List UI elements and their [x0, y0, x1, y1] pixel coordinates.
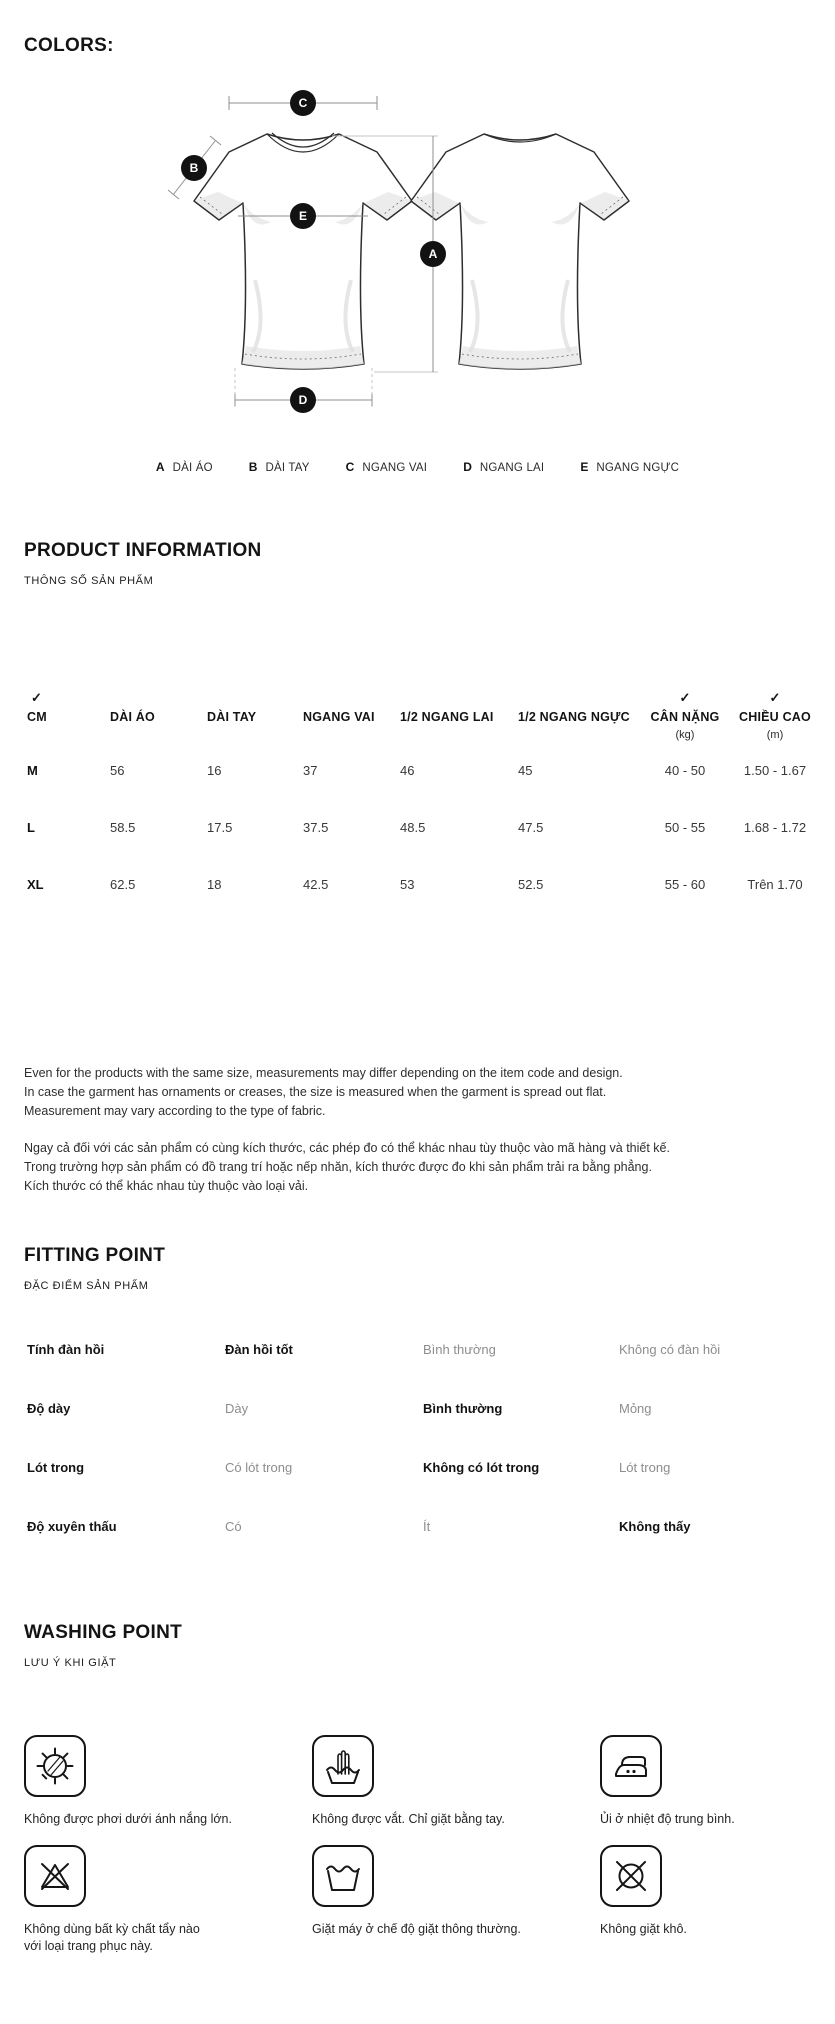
washing-caption: Không được vắt. Chỉ giặt bằng tay.	[312, 1812, 505, 1826]
hand-wash-icon	[312, 1735, 374, 1797]
legend-item	[249, 460, 310, 474]
legend-item	[156, 460, 213, 474]
legend-item	[580, 460, 679, 474]
washing-item	[600, 1735, 835, 1845]
legend-key: C	[345, 460, 355, 474]
column-header-cm: ✓ CM	[27, 690, 47, 724]
washing-caption: Ủi ở nhiệt độ trung bình.	[600, 1812, 735, 1826]
marker-a: A	[428, 247, 438, 261]
washing-caption: Không được phơi dưới ánh nắng lớn.	[24, 1812, 232, 1826]
colors-heading: COLORS:	[24, 35, 114, 56]
washing-item	[600, 1845, 835, 1955]
legend-label: NGANG NGỰC	[596, 462, 680, 474]
product-information-title: PRODUCT INFORMATION	[24, 540, 262, 561]
size-row-xl: XL 62.5 18 42.5 53 52.5 55 - 60 Trên 1.70	[27, 877, 803, 892]
legend-label: NGANG LAI	[479, 462, 545, 474]
washing-caption: Không dùng bất kỳ chất tẩy nào với loại trang phục này.	[24, 1922, 200, 1953]
legend-label: NGANG VAI	[362, 462, 428, 474]
size-guide-diagram	[0, 60, 835, 420]
washing-item	[312, 1735, 600, 1845]
legend-label: DÀI TAY	[265, 462, 310, 474]
product-information-subtitle: THÔNG SỐ SẢN PHẨM	[24, 575, 154, 587]
legend-key: E	[580, 460, 589, 474]
disclaimer-vi: Ngay cả đối với các sản phẩm có cùng kích thước, các phép đo có thể khác nhau tùy thuộc vào mã hàng và thiết kế. Trong trường hợp sản phẩm có đồ trang trí hoặc nếp nhăn, kích thước được đo khi sản phẩm trải ra bằng phẳng. Kích thước có thể khác nhau tùy thuộc vào loại vải.	[24, 1141, 670, 1193]
marker-b: B	[189, 161, 199, 175]
marker-c: C	[298, 96, 308, 110]
measurement-disclaimer	[24, 1064, 814, 1196]
legend-key: D	[463, 460, 472, 474]
check-icon: ✓	[31, 690, 42, 705]
legend-item	[346, 460, 428, 474]
column-header-weight: ✓ CÂN NẶNG (kg)	[650, 690, 720, 741]
machine-wash-icon	[312, 1845, 374, 1907]
size-row-l: L 58.5 17.5 37.5 48.5 47.5 50 - 55 1.68 - 1.72	[27, 820, 807, 835]
column-header-height: ✓ CHIỀU CAO (m)	[739, 690, 811, 741]
washing-item	[312, 1845, 600, 1955]
measure-hem-width	[235, 368, 372, 413]
check-icon: ✓	[679, 690, 691, 705]
legend-label: DÀI ÁO	[172, 462, 213, 474]
disclaimer-en: Even for the products with the same size, measurements may differ depending on the item code and design. In case the garment has ornaments or creases, the size is measured when the garment is spread out flat. Measurement may vary according to the type of fabric.	[24, 1066, 623, 1118]
washing-caption: Không giặt khô.	[600, 1922, 687, 1936]
washing-item	[24, 1735, 312, 1845]
size-row-m: M 56 16 37 46 45 40 - 50 1.50 - 1.67	[27, 763, 807, 778]
iron-medium-icon	[600, 1735, 662, 1797]
fitting-row-transparency: Độ xuyên thấu Có Ít Không thấy	[27, 1519, 691, 1534]
legend-item	[463, 460, 544, 474]
no-dry-clean-icon	[600, 1845, 662, 1907]
measure-shoulder-width	[229, 90, 377, 116]
column-header: 1/2 NGANG NGỰC	[518, 710, 630, 724]
column-header: DÀI ÁO	[110, 710, 155, 724]
check-icon: ✓	[769, 690, 781, 705]
washing-item	[24, 1845, 312, 1955]
legend-key: B	[248, 460, 258, 474]
no-sun-icon	[24, 1735, 86, 1797]
fitting-row-elasticity: Tính đàn hồi Đàn hồi tốt Bình thường Không có đàn hồi	[27, 1342, 721, 1357]
size-table	[27, 690, 820, 913]
fitting-point-title: FITTING POINT	[24, 1245, 166, 1266]
washing-caption: Giặt máy ở chế độ giặt thông thường.	[312, 1922, 521, 1936]
legend-key: A	[155, 460, 165, 474]
washing-point-title: WASHING POINT	[24, 1622, 183, 1643]
column-header: NGANG VAI	[303, 710, 375, 724]
marker-e: E	[298, 209, 308, 223]
fitting-point-subtitle: ĐẶC ĐIỂM SẢN PHẨM	[24, 1280, 149, 1292]
washing-instructions	[24, 1735, 835, 1955]
tshirt-front	[194, 133, 412, 369]
marker-d: D	[298, 393, 308, 407]
fitting-row-lining: Lót trong Có lót trong Không có lót trong Lót trong	[27, 1460, 671, 1475]
size-table-header	[27, 690, 820, 742]
tshirt-diagram-svg	[0, 60, 835, 420]
diagram-legend	[0, 460, 835, 474]
fitting-table	[27, 1320, 820, 1556]
column-header: DÀI TAY	[207, 710, 257, 724]
column-header: 1/2 NGANG LAI	[400, 710, 494, 724]
no-bleach-icon	[24, 1845, 86, 1907]
fitting-row-thickness: Độ dày Dày Bình thường Mỏng	[27, 1401, 652, 1416]
washing-point-subtitle: LƯU Ý KHI GIẶT	[24, 1657, 117, 1669]
